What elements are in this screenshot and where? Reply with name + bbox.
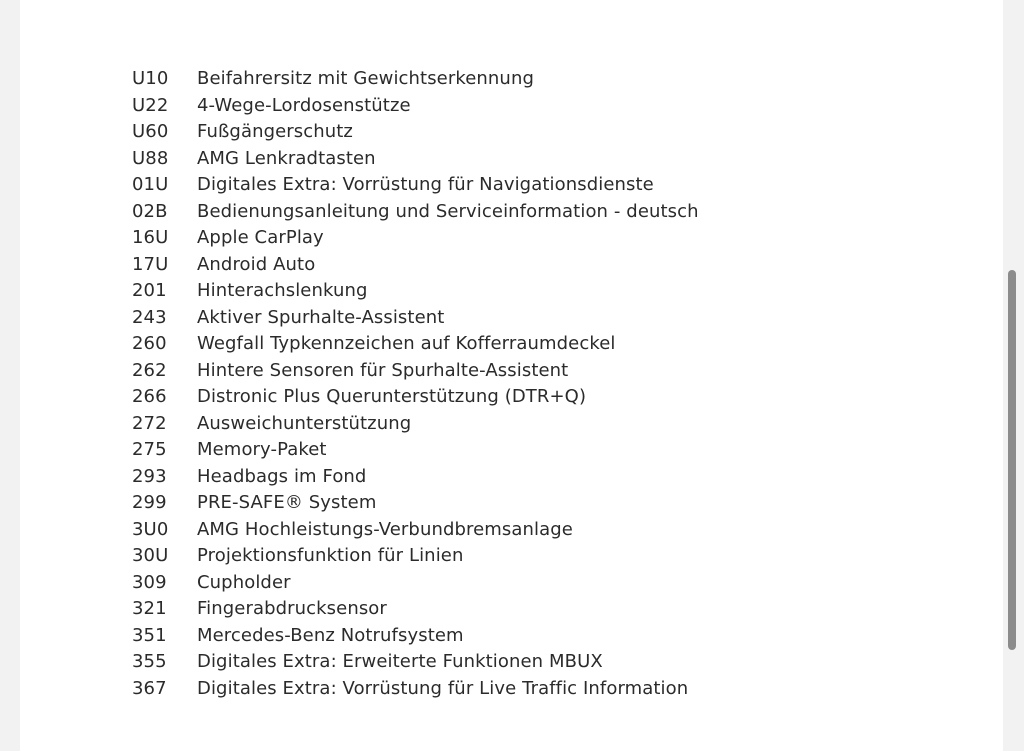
equipment-row	[132, 623, 699, 650]
equipment-code: 17U	[132, 253, 169, 275]
equipment-row	[132, 66, 699, 93]
equipment-row	[132, 172, 699, 199]
equipment-row	[132, 464, 699, 491]
equipment-description: 4-Wege-Lordosenstütze	[197, 94, 411, 116]
equipment-code: 293	[132, 465, 167, 487]
equipment-description: Distronic Plus Querunterstützung (DTR+Q)	[197, 386, 587, 407]
equipment-code: 355	[132, 651, 167, 672]
equipment-code-list	[132, 66, 699, 702]
equipment-code: 299	[132, 492, 167, 513]
equipment-row	[132, 225, 699, 252]
equipment-description: Digitales Extra: Vorrüstung für Live Traffic Information	[197, 677, 689, 699]
equipment-row	[132, 358, 699, 385]
equipment-code: 243	[132, 306, 167, 328]
equipment-code: 260	[132, 333, 167, 354]
equipment-code: 30U	[132, 545, 169, 566]
equipment-row	[132, 331, 699, 358]
equipment-description: Headbags im Fond	[197, 465, 367, 487]
equipment-code: U10	[132, 68, 169, 89]
equipment-description: AMG Hochleistungs-Verbundbremsanlage	[197, 518, 573, 540]
equipment-code: U60	[132, 121, 169, 142]
equipment-code: 351	[132, 624, 167, 646]
equipment-code: 262	[132, 359, 167, 381]
equipment-row	[132, 490, 699, 517]
equipment-description: Digitales Extra: Erweiterte Funktionen MBUX	[197, 651, 603, 672]
equipment-description: Memory-Paket	[197, 439, 327, 460]
equipment-code: 367	[132, 677, 167, 699]
equipment-row	[132, 676, 699, 703]
equipment-description: Apple CarPlay	[197, 227, 324, 248]
equipment-description: Hinterachslenkung	[197, 280, 368, 301]
equipment-description: Aktiver Spurhalte-Assistent	[197, 306, 445, 328]
scrollbar-thumb[interactable]	[1008, 270, 1016, 650]
equipment-row	[132, 305, 699, 332]
document-page	[20, 0, 1003, 751]
equipment-description: PRE-SAFE® System	[197, 492, 377, 513]
equipment-row	[132, 543, 699, 570]
equipment-code: 02B	[132, 200, 168, 222]
equipment-description: Beifahrersitz mit Gewichtserkennung	[197, 68, 534, 89]
equipment-code: 01U	[132, 174, 169, 195]
equipment-description: Digitales Extra: Vorrüstung für Navigationsdienste	[197, 174, 654, 195]
equipment-description: Mercedes-Benz Notrufsystem	[197, 624, 464, 646]
equipment-description: Ausweichunterstützung	[197, 412, 412, 434]
equipment-description: Fingerabdrucksensor	[197, 598, 387, 619]
equipment-row	[132, 199, 699, 226]
equipment-description: Android Auto	[197, 253, 316, 275]
equipment-code: 275	[132, 439, 167, 460]
equipment-code: 272	[132, 412, 167, 434]
equipment-row	[132, 596, 699, 623]
equipment-description: Projektionsfunktion für Linien	[197, 545, 464, 566]
equipment-row	[132, 252, 699, 279]
equipment-description: Hintere Sensoren für Spurhalte-Assistent	[197, 359, 569, 381]
equipment-code: 201	[132, 280, 167, 301]
equipment-row	[132, 411, 699, 438]
equipment-description: AMG Lenkradtasten	[197, 147, 376, 169]
equipment-row	[132, 437, 699, 464]
equipment-row	[132, 146, 699, 173]
equipment-description: Bedienungsanleitung und Serviceinformation - deutsch	[197, 200, 699, 222]
equipment-row	[132, 278, 699, 305]
equipment-code: 266	[132, 386, 167, 407]
equipment-code: 321	[132, 598, 167, 619]
equipment-description: Fußgängerschutz	[197, 121, 353, 142]
equipment-description: Wegfall Typkennzeichen auf Kofferraumdeckel	[197, 333, 616, 354]
equipment-row	[132, 119, 699, 146]
equipment-row	[132, 570, 699, 597]
equipment-row	[132, 93, 699, 120]
equipment-description: Cupholder	[197, 571, 291, 593]
equipment-code: 309	[132, 571, 167, 593]
equipment-row	[132, 384, 699, 411]
equipment-code: 3U0	[132, 518, 169, 540]
equipment-code: U88	[132, 147, 169, 169]
equipment-code: 16U	[132, 227, 169, 248]
equipment-code: U22	[132, 94, 169, 116]
equipment-row	[132, 649, 699, 676]
equipment-row	[132, 517, 699, 544]
